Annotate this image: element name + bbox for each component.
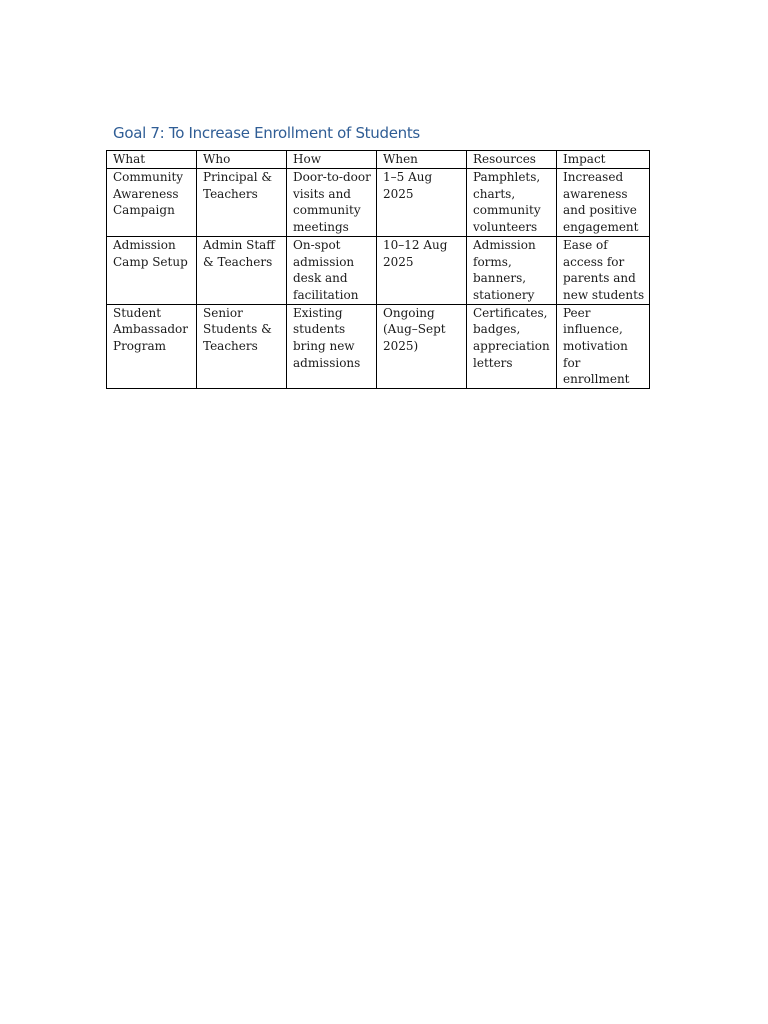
column-header-what: What — [107, 151, 197, 169]
column-header-impact: Impact — [557, 151, 650, 169]
goal-heading: Goal 7: To Increase Enrollment of Students — [113, 124, 420, 142]
table-cell: Admission Camp Setup — [107, 236, 197, 304]
table-cell: Door-to-door visits and community meetings — [287, 169, 377, 237]
table-header-row — [107, 151, 650, 169]
table-cell: Increased awareness and positive engagement — [557, 169, 650, 237]
table-cell: Peer influence, motivation for enrollment — [557, 304, 650, 389]
table-cell: On-spot admission desk and facilitation — [287, 236, 377, 304]
table-cell: Pamphlets, charts, community volunteers — [467, 169, 557, 237]
action-plan-table — [106, 150, 650, 389]
table-cell: Certificates, badges, appreciation letters — [467, 304, 557, 389]
table-row — [107, 304, 650, 389]
table-cell: Community Awareness Campaign — [107, 169, 197, 237]
table-cell: Ongoing (Aug–Sept 2025) — [377, 304, 467, 389]
column-header-when: When — [377, 151, 467, 169]
table-cell: Admin Staff & Teachers — [197, 236, 287, 304]
table-cell: Student Ambassador Program — [107, 304, 197, 389]
table-cell: Existing students bring new admissions — [287, 304, 377, 389]
table-cell: 1–5 Aug 2025 — [377, 169, 467, 237]
table-cell: Admission forms, banners, stationery — [467, 236, 557, 304]
table-row — [107, 236, 650, 304]
table-cell: Ease of access for parents and new students — [557, 236, 650, 304]
column-header-how: How — [287, 151, 377, 169]
column-header-resources: Resources — [467, 151, 557, 169]
table-cell: 10–12 Aug 2025 — [377, 236, 467, 304]
table-cell: Principal & Teachers — [197, 169, 287, 237]
column-header-who: Who — [197, 151, 287, 169]
table-cell: Senior Students & Teachers — [197, 304, 287, 389]
table-row — [107, 169, 650, 237]
